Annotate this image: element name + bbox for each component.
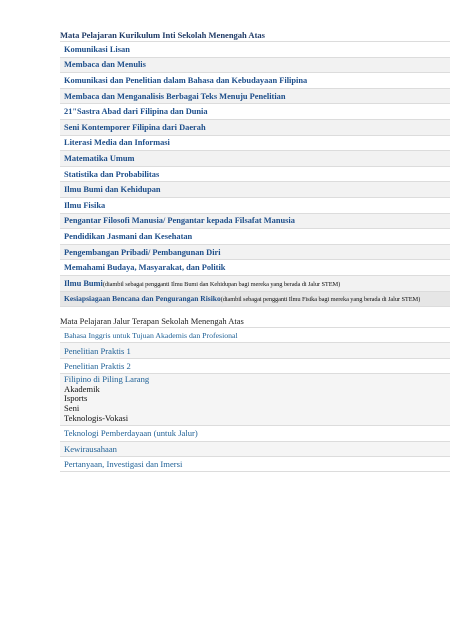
table-row	[60, 73, 450, 89]
table-cell	[60, 182, 450, 198]
applied-subjects-title: Mata Pelajaran Jalur Terapan Sekolah Menengah Atas	[60, 316, 244, 326]
table-row	[60, 244, 450, 260]
course-name: Komunikasi dan Penelitian dalam Bahasa dan Kebudayaan Filipina	[64, 75, 308, 85]
core-subjects-title: Mata Pelajaran Kurikulum Inti Sekolah Menengah Atas	[60, 30, 265, 40]
table-row	[60, 135, 450, 151]
course-name: Matematika Umum	[64, 153, 135, 163]
course-name: Pertanyaan, Investigasi dan Imersi	[64, 459, 183, 470]
course-name: Pengembangan Pribadi/ Pembangunan Diri	[64, 247, 221, 257]
course-note: (diambil sebagai pengganti Ilmu Bumi dan Kehidupan bagi mereka yang berada di Jalur STEM)	[102, 280, 341, 288]
table-cell	[60, 57, 450, 73]
table-cell	[60, 456, 450, 471]
course-name: Membaca dan Menulis	[64, 60, 146, 70]
table-row	[60, 151, 450, 167]
course-name: Literasi Media dan Informasi	[64, 138, 170, 148]
course-option: Akademik	[64, 383, 100, 394]
table-cell	[60, 275, 450, 291]
course-name: Filipino di Piling Larang	[64, 374, 150, 385]
course-name: Pengantar Filosofi Manusia/ Pengantar kepada Filsafat Manusia	[64, 216, 295, 226]
core-subjects-table	[60, 41, 450, 307]
course-option: Teknologis-Vokasi	[64, 412, 129, 423]
course-option: Isports	[64, 393, 88, 404]
table-cell	[60, 151, 450, 167]
table-cell	[60, 244, 450, 260]
table-cell	[60, 374, 450, 426]
table-cell	[60, 441, 450, 456]
table-row	[60, 374, 450, 426]
table-row	[60, 213, 450, 229]
course-name: Seni Kontemporer Filipina dari Daerah	[64, 122, 206, 132]
table-row	[60, 328, 450, 343]
table-row	[60, 291, 450, 307]
table-cell	[60, 197, 450, 213]
table-row	[60, 166, 450, 182]
table-row	[60, 104, 450, 120]
course-name: Ilmu Bumi	[64, 278, 103, 288]
course-name: Penelitian Praktis 1	[64, 345, 131, 356]
course-name: Teknologi Pemberdayaan (untuk Jalur)	[64, 428, 198, 439]
applied-subjects-table	[60, 327, 450, 472]
table-cell	[60, 88, 450, 104]
table-cell	[60, 328, 450, 343]
course-name: Membaca dan Menganalisis Berbagai Teks Menuju Penelitian	[64, 91, 286, 101]
course-note: (diambil sebagai pengganti Ilmu Fisika bagi mereka yang berada di Jalur STEM)	[220, 296, 421, 304]
course-name: Penelitian Praktis 2	[64, 360, 131, 371]
table-row	[60, 88, 450, 104]
course-name: Ilmu Fisika	[64, 200, 106, 210]
table-cell	[60, 229, 450, 245]
course-name: Ilmu Bumi dan Kehidupan	[64, 185, 161, 195]
table-row	[60, 119, 450, 135]
course-name: Statistika dan Probabilitas	[64, 169, 160, 179]
table-cell	[60, 343, 450, 358]
table-cell	[60, 104, 450, 120]
course-name: Bahasa Inggris untuk Tujuan Akademis dan Profesional	[64, 330, 238, 340]
table-row	[60, 343, 450, 358]
course-name: Memahami Budaya, Masyarakat, dan Politik	[64, 263, 226, 273]
course-name: Kewirausahaan	[64, 443, 117, 454]
table-row	[60, 358, 450, 373]
table-row	[60, 197, 450, 213]
table-cell	[60, 135, 450, 151]
table-cell	[60, 426, 450, 441]
table-cell	[60, 260, 450, 276]
course-name: 21"Sastra Abad dari Filipina dan Dunia	[64, 107, 208, 117]
table-cell	[60, 119, 450, 135]
table-row	[60, 441, 450, 456]
course-name: Komunikasi Lisan	[64, 44, 130, 54]
table-row	[60, 275, 450, 291]
table-cell	[60, 73, 450, 89]
applied-subjects-section	[60, 316, 450, 472]
core-subjects-section	[60, 30, 450, 307]
table-row	[60, 182, 450, 198]
table-row	[60, 229, 450, 245]
course-name: Pendidikan Jasmani dan Kesehatan	[64, 231, 193, 241]
table-cell	[60, 358, 450, 373]
table-row	[60, 456, 450, 471]
table-cell	[60, 42, 450, 58]
table-row	[60, 426, 450, 441]
course-name: Kesiapsiagaan Bencana dan Pengurangan Risiko	[64, 294, 221, 304]
table-row	[60, 42, 450, 58]
table-cell	[60, 166, 450, 182]
table-cell	[60, 291, 450, 307]
table-cell	[60, 213, 450, 229]
table-row	[60, 260, 450, 276]
table-row	[60, 57, 450, 73]
course-option: Seni	[64, 402, 80, 413]
